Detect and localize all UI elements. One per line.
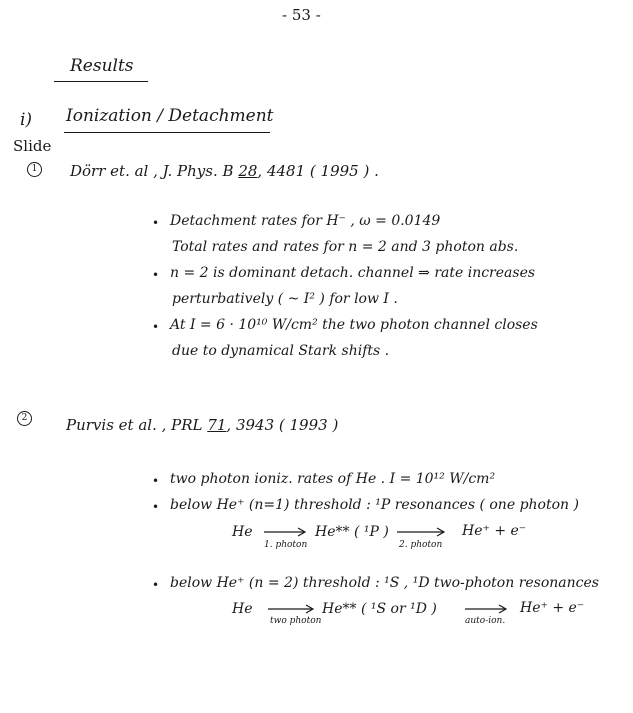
ref1-point-2: Total rates and rates for n = 2 and 3 photon abs. [172,239,519,255]
slide-label: Slide [13,137,52,155]
ref2-journal: PRL [171,416,203,434]
bullet: • [152,500,160,514]
right-arrow-icon [262,526,308,538]
scheme2-mid: He** ( ¹S or ¹D ) [322,601,437,617]
section-title: Ionization / Detachment [66,106,274,126]
section-number: i) [20,110,33,130]
ref1-citation [70,164,379,179]
ref2-volume: 71 [207,416,227,434]
ref1-marker: 1 [27,162,42,177]
scheme1-label2: 2. photon [399,540,443,550]
ref1-point-6: due to dynamical Stark shifts . [172,343,390,359]
ref2-point-2: below He⁺ (n=1) threshold : ¹P resonances ( one photon ) [170,497,579,513]
ref2-point-3: below He⁺ (n = 2) threshold : ¹S , ¹D two-photon resonances [170,575,599,591]
ref1-point-5: At I = 6 · 10¹⁰ W/cm² the two photon channel closes [170,317,538,333]
ref2-point-1: two photon ioniz. rates of He . I = 10¹² W/cm² [170,471,496,487]
scheme1-left: He [232,524,253,540]
scheme2-left: He [232,601,253,617]
right-arrow-icon [266,603,316,615]
results-heading: Results [70,56,134,76]
ref2-marker: 2 [17,411,32,426]
ref1-point-3: n = 2 is dominant detach. channel ⇒ rate increases [170,265,536,281]
bullet: • [152,268,160,282]
ref1-pages: , 4481 ( 1995 ) . [257,162,379,180]
bullet: • [152,578,160,592]
bullet: • [152,320,160,334]
ref2-authors: Purvis et al. , [66,416,167,434]
scheme2-right: He⁺ + e⁻ [520,600,585,616]
section-title-underline [64,132,270,133]
bullet: • [152,474,160,488]
ref1-point-1: Detachment rates for H⁻ , ω = 0.0149 [170,213,441,229]
scheme1-label1: 1. photon [264,540,308,550]
ref1-point-4: perturbatively ( ~ I² ) for low I . [172,291,398,307]
ref2-pages: , 3943 ( 1993 ) [226,416,339,434]
scheme2-label2: auto-ion. [465,616,506,626]
right-arrow-icon [463,603,509,615]
scheme1-right: He⁺ + e⁻ [462,523,527,539]
ref1-volume: 28 [238,162,258,180]
ref1-journal: J. Phys. B [162,162,234,180]
ref2-citation [66,418,338,433]
scheme2-label1: two photon [270,616,322,626]
right-arrow-icon [395,526,447,538]
scheme1-mid: He** ( ¹P ) [315,524,389,540]
results-underline [54,81,148,82]
page-number: - 53 - [282,6,321,24]
ref1-authors: Dörr et. al , [70,162,158,180]
bullet: • [152,216,160,230]
